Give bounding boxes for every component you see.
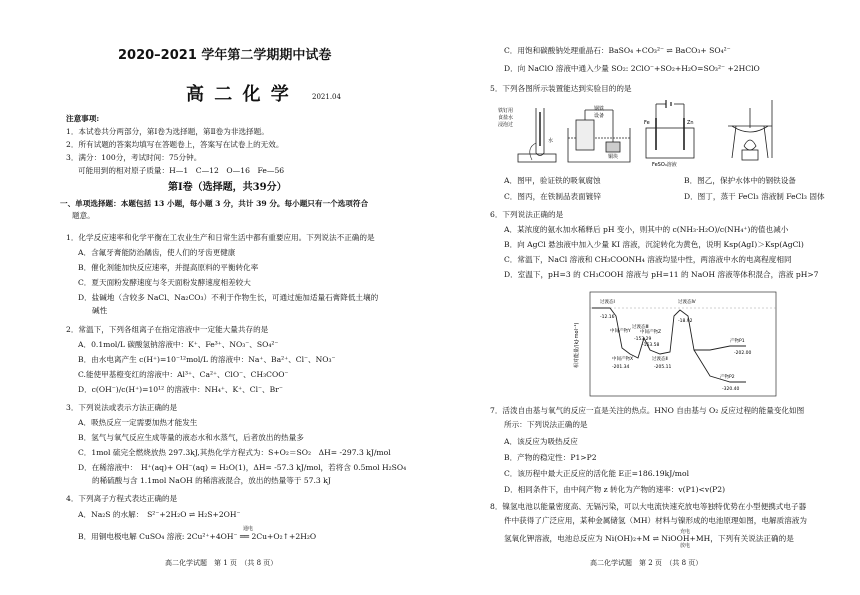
q5-option-d: D．图丁，蒸干 FeCl₃ 溶液制 FeCl₃ 固体 (684, 192, 825, 201)
point-value-p2: -320.40 (722, 387, 740, 392)
point-value-x: -201.34 (612, 365, 630, 370)
point-label-p2: 产物P2 (720, 375, 735, 380)
q5-stem: 5．下列各图所示装置能达到实验目的的是 (490, 84, 632, 93)
point-value-ts1: -12.16 (600, 315, 615, 320)
point-value-z: -153.58 (642, 343, 660, 348)
notes-heading: 注意事项: (66, 114, 100, 123)
fig3-zn-label: Zn (687, 120, 694, 126)
figure-3-cell (646, 100, 694, 158)
page-footer-2: 高二化学试题 第 2 页 （共 8 页） (590, 559, 703, 567)
q3-option-c: C．1mol 硫完全燃烧放热 297.3kJ,其热化学方程式为：S+O₂＝SO₂ ΔH= -297.3 kJ/mol (78, 448, 391, 457)
q4-option-b-condition: 通电 (243, 526, 254, 532)
page-footer-1: 高二化学试题 第 1 页 （共 8 页） (165, 559, 278, 567)
fig2-copper-label: 铜块 (608, 154, 619, 160)
fig1-label-1: 铁钉用 (498, 108, 514, 114)
subject-title: 高 二 化 学 (186, 84, 291, 105)
point-value-ts4: -18.92 (678, 319, 693, 324)
q4-option-d: D．向 NaClO 溶液中通入少量 SO₂: 2ClO⁻+SO₂+H₂O=SO₃²⁻ +2HClO (504, 64, 760, 73)
q1-option-d: D．盐碱地（含较多 NaCl、Na₂CO₃）不利于作物生长，可通过施加适量石膏降低土壤的 (78, 293, 379, 302)
q8-charge-label: 充电 (680, 529, 691, 535)
q5-figures (496, 98, 786, 168)
q6-option-b: B．向 AgCl 悬浊液中加入少量 KI 溶液，沉淀转化为黄色，说明 Ksp(AgI)＞Ksp(AgCl) (504, 240, 804, 249)
fig1-water-label: 水 (548, 138, 554, 144)
note-1: 1．本试卷共分两部分，第Ⅰ卷为选择题，第Ⅱ卷为非选择题。 (66, 127, 269, 136)
q8-stem-cont: 件中获得了广泛应用，某种金属储氢（MH）材料与镍形成的电池原理如图，电解质溶液为 (504, 516, 807, 525)
point-value-ts3: -153.29 (634, 337, 652, 342)
q5-option-b: B．图乙，保护水体中的钢铁设备 (684, 176, 796, 185)
q2-stem: 2．常温下，下列各组离子在指定溶液中一定能大量共存的是 (66, 325, 269, 334)
q1-option-b: B．催化剂能加快反应速率，并提高原料的平衡转化率 (78, 263, 259, 272)
q8-discharge-label: 放电 (680, 543, 691, 549)
point-label-ts2: 过渡态Ⅱ (652, 357, 668, 362)
point-label-ts4: 过渡态Ⅳ (678, 300, 696, 305)
q1-option-d-cont: 碱性 (92, 306, 108, 315)
energy-diagram (570, 288, 780, 400)
q1-stem: 1．化学反应速率和化学平衡在工农业生产和日常生活中都有重要应用。下列说法不正确的是 (66, 233, 375, 242)
q3-option-b: B．氢气与氧气反应生成等量的液态水和水蒸气，后者放出的热量多 (78, 433, 304, 442)
point-value-p1: -202.00 (734, 351, 752, 356)
q7-stem-cont: 所示：下列说法正确的是 (504, 420, 588, 429)
figure-4-evaporation (728, 100, 772, 160)
q4-stem: 4．下列离子方程式表达正确的是 (66, 494, 178, 503)
note-4: 可能用到的相对原子质量：H—1 C—12 O—16 Fe—56 (78, 166, 285, 175)
point-label-ts1: 过渡态Ⅰ (600, 300, 615, 305)
q1-option-a: A．含氟牙膏能防治龋齿，使人们的牙齿更健康 (78, 248, 236, 257)
q6-stem: 6．下列说法正确的是 (490, 210, 564, 219)
right-page (430, 0, 860, 595)
q3-stem: 3．下列说法或表示方法正确的是 (66, 403, 178, 412)
fig3-fe-label: Fe (644, 120, 650, 126)
q4-option-a: A．Na₂S 的水解： S²⁻+2H₂O ⇌ H₂S+2OH⁻ (78, 510, 241, 519)
q5-option-c: C．图丙，在铁制品表面镀锌 (504, 192, 601, 201)
q7-option-c: C．该历程中最大正反应的活化能 E正=186.19kJ/mol (504, 469, 690, 478)
q6-option-c: C．常温下，NaCl 溶液和 CH₃COONH₄ 溶液均显中性，两溶液中水的电离程度相同 (504, 255, 792, 264)
fig3-solution-label: FeSO₄溶液 (652, 162, 677, 168)
q2-option-b: B．由水电离产生 c(H⁺)=10⁻¹²mol/L 的溶液中：Na⁺、Ba²⁺、Cl⁻、NO₃⁻ (78, 355, 336, 364)
q7-option-a: A．该反应为吸热反应 (504, 437, 578, 446)
fig2-label-1: 钢铁 (594, 106, 605, 112)
part1-title: 第Ⅰ卷（选择题，共39分） (168, 182, 287, 193)
energy-ylabel: 相对能量/(kJ·mol⁻¹) (574, 322, 580, 368)
q4-option-b: B．用铜电极电解 CuSO₄ 溶液: 2Cu²⁺+4OH⁻ ══ 2Cu+O₂↑+2H₂O (78, 532, 317, 541)
q6-option-d: D．室温下，pH=3 的 CH₃COOH 溶液与 pH=11 的 NaOH 溶液等体积混合，溶液 pH>7 (504, 270, 819, 279)
note-2: 2．所有试题的答案均填写在答题卷上，答案写在试卷上的无效。 (66, 140, 284, 149)
q8-stem-cont-2: 氢氧化钾溶液，电池总反应为 Ni(OH)₂+M ⇌ NiOOH+MH，下列有关说法正确的是 (504, 534, 794, 543)
q1-option-c: C．夏天面粉发酵速度与冬天面粉发酵速度相差较大 (78, 278, 251, 287)
point-label-ts3: 过渡态Ⅲ (632, 325, 649, 330)
fig1-label-2: 食盐水 (498, 115, 514, 121)
q3-option-a: A．吸热反应一定需要加热才能发生 (78, 418, 198, 427)
q6-option-a: A．某浓度的氨水加水稀释后 pH 变小，则其中的 c(NH₃·H₂O)/c(NH₄⁺)的值也减小 (504, 225, 789, 234)
note-3: 3．满分：100分，考试时间：75分钟。 (66, 153, 202, 162)
q4-option-c: C．用饱和碳酸钠处理重晶石：BaSO₄ +CO₃²⁻ ⇌ BaCO₃+ SO₄²⁻ (504, 46, 731, 55)
q7-option-d: D．相同条件下，由中间产物 z 转化为产物的速率：v(P1)<v(P2) (504, 485, 726, 494)
q2-option-d: D．c(OH⁻)/c(H⁺)=10¹² 的溶液中：NH₄⁺、K⁺、Cl⁻、Br⁻ (78, 385, 283, 394)
point-label-p1: 产物P1 (730, 339, 745, 344)
q8-stem: 8．镍氢电池以能量密度高、无镉污染，可以大电流快速充放电等独特优势在小型便携式电子器 (490, 502, 807, 511)
point-label-x: 中间产物X (612, 357, 634, 362)
point-label-z: 中间产物Z (640, 330, 662, 335)
q3-option-d-cont: 的稀硫酸与含 1.1mol NaOH 的稀溶液混合，放出的热量等于 57.3 kJ (92, 476, 331, 485)
figure-1-test-tube (518, 108, 556, 162)
point-value-ts2: -205.11 (654, 365, 672, 370)
section1-cont: 题意。 (72, 211, 95, 220)
q7-stem: 7．活泼自由基与氧气的反应一直是关注的热点。HNO 自由基与 O₂ 反应过程的能量变化如图 (490, 406, 805, 415)
q2-option-c: C.能使甲基橙变红的溶液中：Al³⁺、Ca²⁺、ClO⁻、CH₃COO⁻ (78, 370, 289, 379)
q3-option-d: D．在稀溶液中： H⁺(aq)+ OH⁻(aq) = H₂O(1)，ΔH= -57.3 kJ/mol，若将含 0.5mol H₂SO₄ (78, 463, 407, 472)
q7-option-b: B．产物的稳定性：P1>P2 (504, 453, 597, 462)
exam-date: 2021.04 (312, 93, 341, 101)
section1-heading: 一、单项选择题：本题包括 13 小题，每小题 3 分，共计 39 分。每小题只有一个选项符合 (60, 199, 369, 208)
fig1-label-3: 浸泡过 (498, 122, 514, 128)
exam-title: 2020–2021 学年第二学期期中试卷 (118, 48, 332, 63)
q2-option-a: A．0.1mol/L 碳酸氢钠溶液中：K⁺、Fe³⁺、NO₃⁻、SO₄²⁻ (78, 340, 279, 349)
q5-option-a: A．图甲，验证铁的吸氧腐蚀 (504, 176, 601, 185)
fig2-label-2: 设备 (594, 113, 605, 119)
point-label-y: 中间产物Y (610, 329, 631, 334)
